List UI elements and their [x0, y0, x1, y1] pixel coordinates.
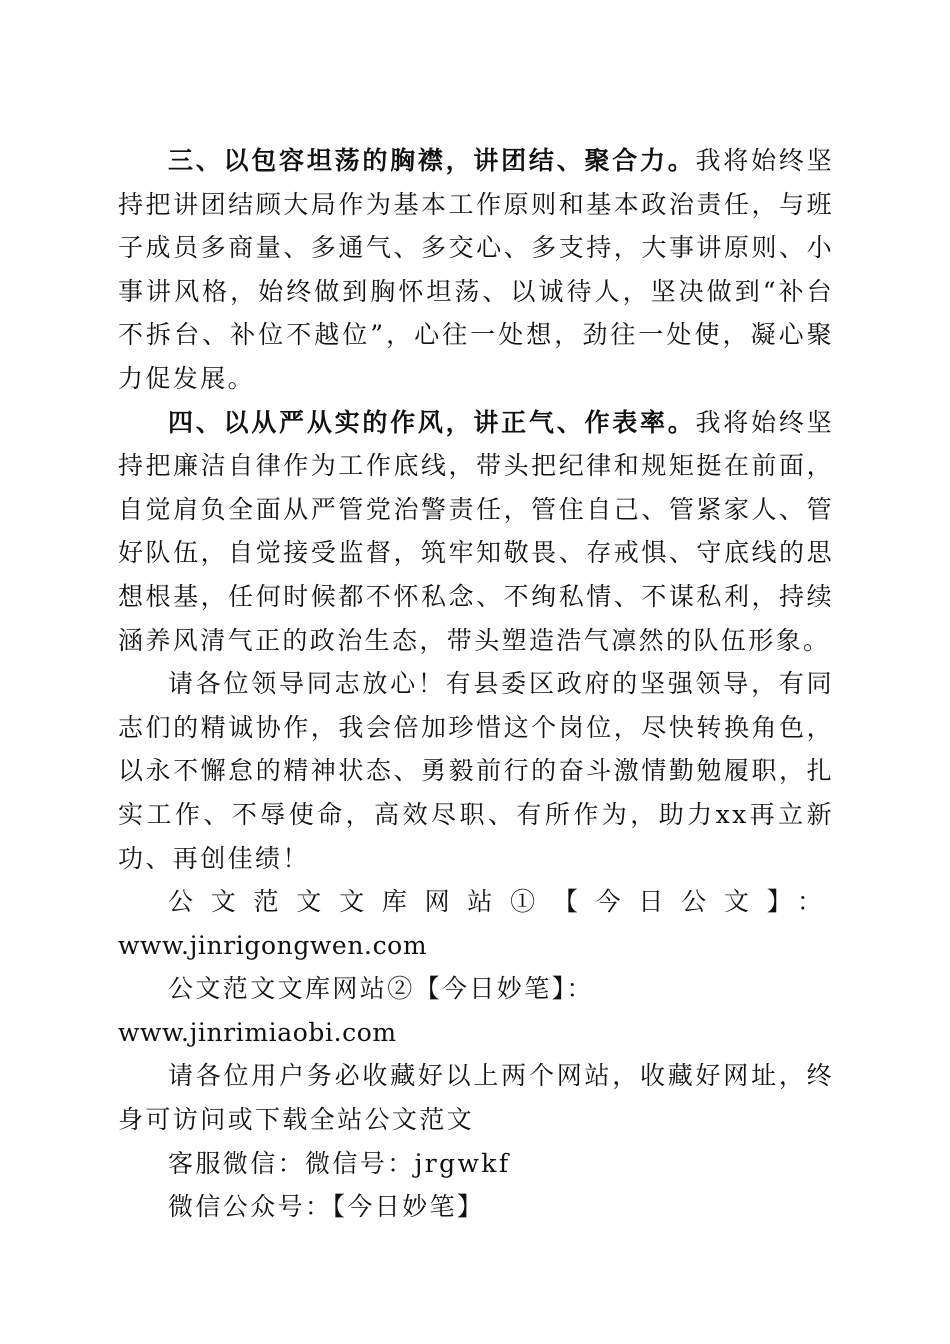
site-1-url-line	[118, 924, 834, 968]
site-1-label: 公文范文文库网站①【今日公文】：	[168, 887, 834, 917]
site-2-url: www.jinrimiaobi.com	[118, 1017, 397, 1047]
section-3-heading: 三、以包容坦荡的胸襟，讲团结、聚合力。	[168, 146, 696, 175]
section-3-body: 我将始终坚持把讲团结顾大局作为基本工作原则和基本政治责任，与班子成员多商量、多通气、多交心、多支持，大事讲原则、小事讲风格，始终做到胸怀坦荡、以诚待人，坚决做到“补台不拆台、补位不越位”，心往一处想，劲往一处使，凝心聚力促发展。	[118, 146, 834, 393]
site-1-url: www.jinrigongwen.com	[118, 930, 428, 960]
wechat-official-account: 微信公众号：【今日妙笔】	[168, 1192, 485, 1222]
site-2-label: 公文范文文库网站②【今日妙笔】：	[168, 974, 594, 1004]
paragraph-section-4	[118, 401, 834, 663]
wechat-service: 客服微信：微信号：jrgwkf	[168, 1148, 511, 1178]
site-2-line	[118, 967, 834, 1054]
document-page	[118, 139, 834, 1229]
section-4-body: 我将始终坚持把廉洁自律作为工作底线，带头把纪律和规矩挺在前面，自觉肩负全面从严管党治警责任，管住自己、管紧家人、管好队伍，自觉接受监督，筑牢知敬畏、存戒惧、守底线的思想根基，任何时候都不怀私念、不绚私情、不谋私利，持续涵养风清气正的政治生态，带头塑造浩气凛然的队伍形象。	[118, 407, 834, 655]
bookmark-notice: 请各位用户务必收藏好以上两个网站，收藏好网址，终身可访问或下载全站公文范文	[118, 1061, 834, 1135]
paragraph-closing: 请各位领导同志放心！有县委区政府的坚强领导，有同志们的精诚协作，我会倍加珍惜这个岗位，尽快转换角色，以永不懈怠的精神状态、勇毅前行的奋斗激情勤勉履职，扎实工作、不辱使命，高效尽职、有所作为，助力xx再立新功、再创佳绩！	[118, 669, 834, 873]
section-4-heading: 四、以从严从实的作风，讲正气、作表率。	[168, 407, 696, 437]
paragraph-section-3	[118, 139, 834, 401]
